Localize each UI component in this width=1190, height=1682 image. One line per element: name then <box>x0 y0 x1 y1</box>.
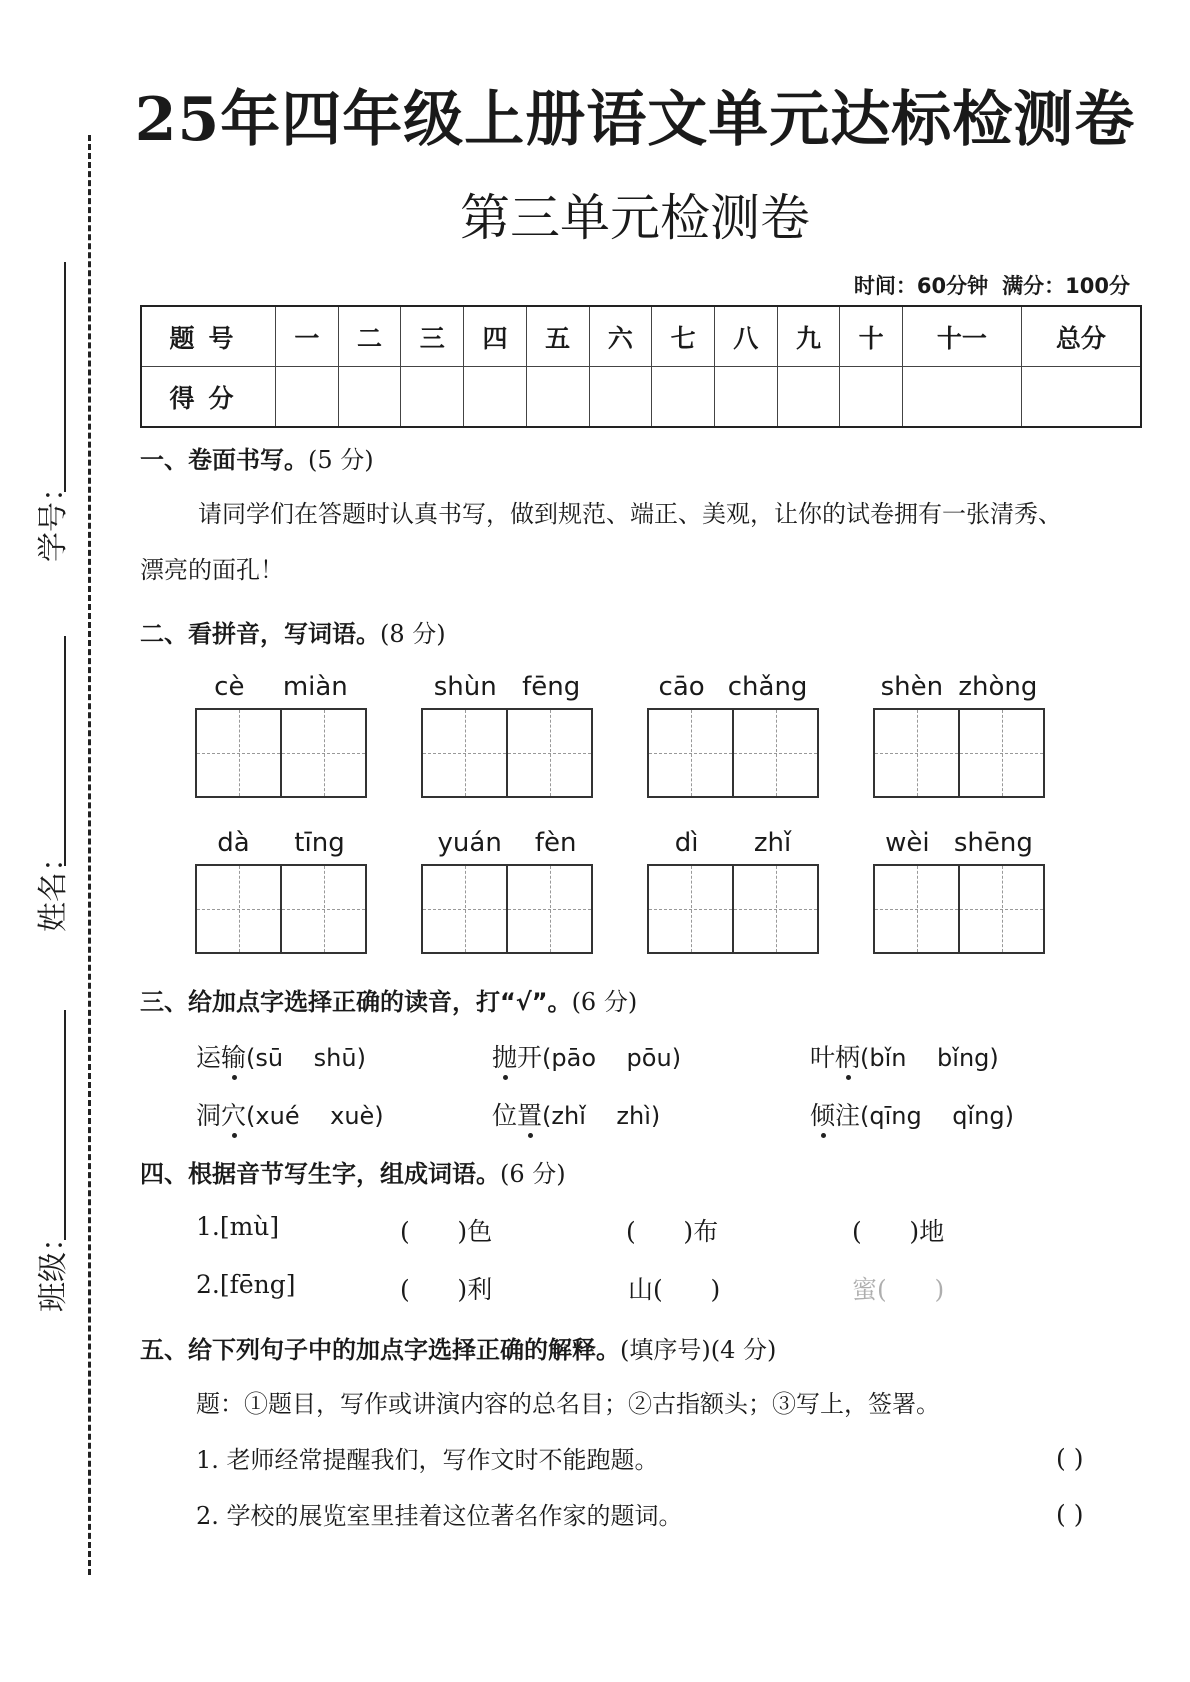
score-cell[interactable] <box>276 367 339 428</box>
score-col: 六 <box>589 306 652 367</box>
writing-box[interactable] <box>423 710 506 796</box>
row-label-question: 题号 <box>141 306 276 367</box>
fill-blank[interactable]: 蜜( ) <box>852 1275 945 1304</box>
word-suffix: 色 <box>467 1217 493 1246</box>
option-reading[interactable]: zhì <box>616 1102 651 1130</box>
dotted-char: 穴 <box>221 1101 247 1130</box>
option-reading[interactable]: xué <box>255 1102 300 1130</box>
char: 开 <box>517 1043 543 1072</box>
pinyin-syllable: dà <box>217 828 250 858</box>
section-5-points: (填序号)(4 分) <box>620 1336 777 1364</box>
writing-box[interactable] <box>280 866 365 952</box>
char: 注 <box>835 1101 861 1130</box>
score-col: 一 <box>276 306 339 367</box>
exam-meta <box>840 270 1130 300</box>
score-cell[interactable] <box>589 367 652 428</box>
pinyin-word <box>873 828 1045 954</box>
word-suffix: 利 <box>467 1275 493 1304</box>
pinyin-syllable: tīng <box>294 828 345 858</box>
pinyin-syllable: zhǐ <box>753 828 792 858</box>
row-label-score: 得分 <box>141 367 276 428</box>
dotted-char: 倾 <box>810 1101 836 1130</box>
dotted-char: 柄 <box>835 1043 861 1072</box>
reading-choice: 叶柄(bǐn bǐng) <box>810 1043 999 1072</box>
section-2-heading <box>140 614 446 649</box>
name-line[interactable] <box>64 636 66 866</box>
writing-box[interactable] <box>958 710 1043 796</box>
pinyin-syllable: dì <box>674 828 699 858</box>
definition-text: 题：①题目，写作或讲演内容的总名目；②古指额头；③写上，签署。 <box>196 1390 940 1418</box>
section-1-line-2: 漂亮的面孔！ <box>140 556 284 584</box>
pinyin-syllable: cè <box>214 672 245 702</box>
reading-choice: 运输(sū shū) <box>196 1043 366 1072</box>
pinyin-syllable: fèn <box>534 828 577 858</box>
score-col: 五 <box>526 306 589 367</box>
answer-blank-2[interactable]: ( ) <box>1056 1500 1084 1529</box>
section-4-title: 四、根据音节写生字，组成词语。 <box>140 1160 500 1188</box>
char: 运 <box>196 1043 222 1072</box>
fill-blank[interactable]: ( )色 <box>400 1217 493 1246</box>
char: 洞 <box>196 1101 222 1130</box>
score-cell[interactable] <box>401 367 464 428</box>
question-1: 1. 老师经常提醒我们，写作文时不能跑题。 <box>196 1446 659 1474</box>
section-4-points: (6 分) <box>500 1160 566 1188</box>
fill-blank[interactable]: ( )布 <box>626 1217 719 1246</box>
score-cell[interactable] <box>652 367 715 428</box>
pinyin-syllable: yuán <box>437 828 502 858</box>
score-cell[interactable] <box>903 367 1022 428</box>
option-reading[interactable]: bǐn <box>869 1044 907 1072</box>
pinyin-syllable: cāo <box>658 672 705 702</box>
writing-box[interactable] <box>506 710 591 796</box>
option-reading[interactable]: qīng <box>869 1102 922 1130</box>
writing-box[interactable] <box>649 710 732 796</box>
score-cell[interactable] <box>714 367 777 428</box>
writing-box[interactable] <box>732 866 817 952</box>
reading-choice: 位置(zhǐ zhì) <box>492 1101 661 1130</box>
section-1-heading <box>140 440 374 475</box>
section-2-points: (8 分) <box>380 620 446 648</box>
score-col: 十 <box>840 306 903 367</box>
score-cell[interactable] <box>1021 367 1141 428</box>
score-cell[interactable] <box>777 367 840 428</box>
syllable-label: 1.[mù] <box>196 1212 280 1241</box>
word-prefix: 山 <box>628 1275 654 1304</box>
option-reading[interactable]: xuè <box>330 1102 375 1130</box>
option-reading[interactable]: shū <box>313 1044 357 1072</box>
score-col: 四 <box>464 306 527 367</box>
pinyin-syllable: miàn <box>282 672 348 702</box>
pinyin-word <box>647 672 819 798</box>
option-reading[interactable]: bǐng <box>937 1044 990 1072</box>
score-col: 三 <box>401 306 464 367</box>
pinyin-word <box>873 672 1045 798</box>
writing-box[interactable] <box>280 710 365 796</box>
page-subtitle: 第三单元检测卷 <box>460 189 810 247</box>
pinyin-syllable: shēng <box>953 828 1033 858</box>
score-col: 二 <box>338 306 401 367</box>
writing-box[interactable] <box>875 866 958 952</box>
pinyin-word <box>195 672 367 798</box>
dotted-char: 输 <box>221 1043 247 1072</box>
student-id-label: 学号： <box>36 472 71 562</box>
pinyin-syllable: wèi <box>885 828 930 858</box>
class-label: 班级： <box>36 1222 71 1312</box>
score-cell[interactable] <box>840 367 903 428</box>
score-cell[interactable] <box>526 367 589 428</box>
score-col: 九 <box>777 306 840 367</box>
answer-blank-1[interactable]: ( ) <box>1056 1444 1084 1473</box>
section-1-points: (5 分) <box>308 446 374 474</box>
student-id-line[interactable] <box>64 262 66 492</box>
writing-box[interactable] <box>958 866 1043 952</box>
section-2-title: 二、看拼音，写词语。 <box>140 620 380 648</box>
score-col: 总分 <box>1021 306 1141 367</box>
score-value-row <box>141 367 1141 428</box>
score-col: 七 <box>652 306 715 367</box>
writing-box[interactable] <box>506 866 591 952</box>
pinyin-syllable: shùn <box>433 672 497 702</box>
pinyin-syllable: chǎng <box>727 672 808 702</box>
section-3-title: 三、给加点字选择正确的读音，打“√”。 <box>140 988 572 1016</box>
section-1-title: 一、卷面书写。 <box>140 446 308 474</box>
writing-box[interactable] <box>197 866 280 952</box>
question-2: 2. 学校的展览室里挂着这位著名作家的题词。 <box>196 1502 683 1530</box>
section-1-line-1: 请同学们在答题时认真书写，做到规范、端正、美观，让你的试卷拥有一张清秀、 <box>198 500 1062 528</box>
pinyin-word <box>421 828 593 954</box>
reading-choice: 洞穴(xué xuè) <box>196 1101 384 1130</box>
fill-blank[interactable]: 山( ) <box>628 1275 721 1304</box>
score-table <box>140 305 1142 428</box>
section-5-heading <box>140 1330 776 1365</box>
pinyin-word <box>647 828 819 954</box>
pinyin-syllable: fēng <box>522 672 581 702</box>
option-reading[interactable]: qǐng <box>952 1102 1005 1130</box>
writing-box[interactable] <box>875 710 958 796</box>
score-header-row <box>141 306 1141 367</box>
writing-box[interactable] <box>423 866 506 952</box>
writing-box[interactable] <box>732 710 817 796</box>
word-suffix: 地 <box>919 1217 945 1246</box>
option-reading[interactable]: sū <box>255 1044 284 1072</box>
section-3-heading <box>140 982 637 1017</box>
char: 位 <box>492 1101 518 1130</box>
word-prefix: 蜜 <box>852 1275 878 1304</box>
time-limit: 时间：60分钟 <box>853 274 989 298</box>
score-col: 十一 <box>903 306 1022 367</box>
char: 叶 <box>810 1043 836 1072</box>
class-line[interactable] <box>64 1010 66 1240</box>
fill-blank[interactable]: ( )地 <box>852 1217 945 1246</box>
section-4-heading <box>140 1154 566 1189</box>
reading-choice: 倾注(qīng qǐng) <box>810 1101 1015 1130</box>
pinyin-word <box>421 672 593 798</box>
pinyin-syllable: zhòng <box>958 672 1038 702</box>
score-cell[interactable] <box>464 367 527 428</box>
option-reading[interactable]: pāo <box>551 1044 597 1072</box>
pinyin-syllable: shèn <box>880 672 944 702</box>
pinyin-word <box>195 828 367 954</box>
full-score: 满分：100分 <box>1002 274 1130 298</box>
syllable-label: 2.[fēng] <box>196 1270 296 1299</box>
score-col: 八 <box>714 306 777 367</box>
dotted-char: 抛 <box>492 1043 518 1072</box>
name-label: 姓名： <box>36 842 71 932</box>
fill-blank[interactable]: ( )利 <box>400 1275 493 1304</box>
binding-dashed-line <box>88 135 91 1575</box>
dotted-char: 置 <box>517 1101 543 1130</box>
option-reading[interactable]: pōu <box>626 1044 672 1072</box>
reading-choice: 抛开(pāo pōu) <box>492 1043 682 1072</box>
writing-box[interactable] <box>197 710 280 796</box>
option-reading[interactable]: zhǐ <box>551 1102 586 1130</box>
word-suffix: 布 <box>693 1217 719 1246</box>
writing-box[interactable] <box>649 866 732 952</box>
section-3-points: (6 分) <box>571 988 638 1016</box>
page-title: 25年四年级上册语文单元达标检测卷 <box>134 85 1136 155</box>
score-cell[interactable] <box>338 367 401 428</box>
section-5-title: 五、给下列句子中的加点字选择正确的解释。 <box>140 1336 620 1364</box>
